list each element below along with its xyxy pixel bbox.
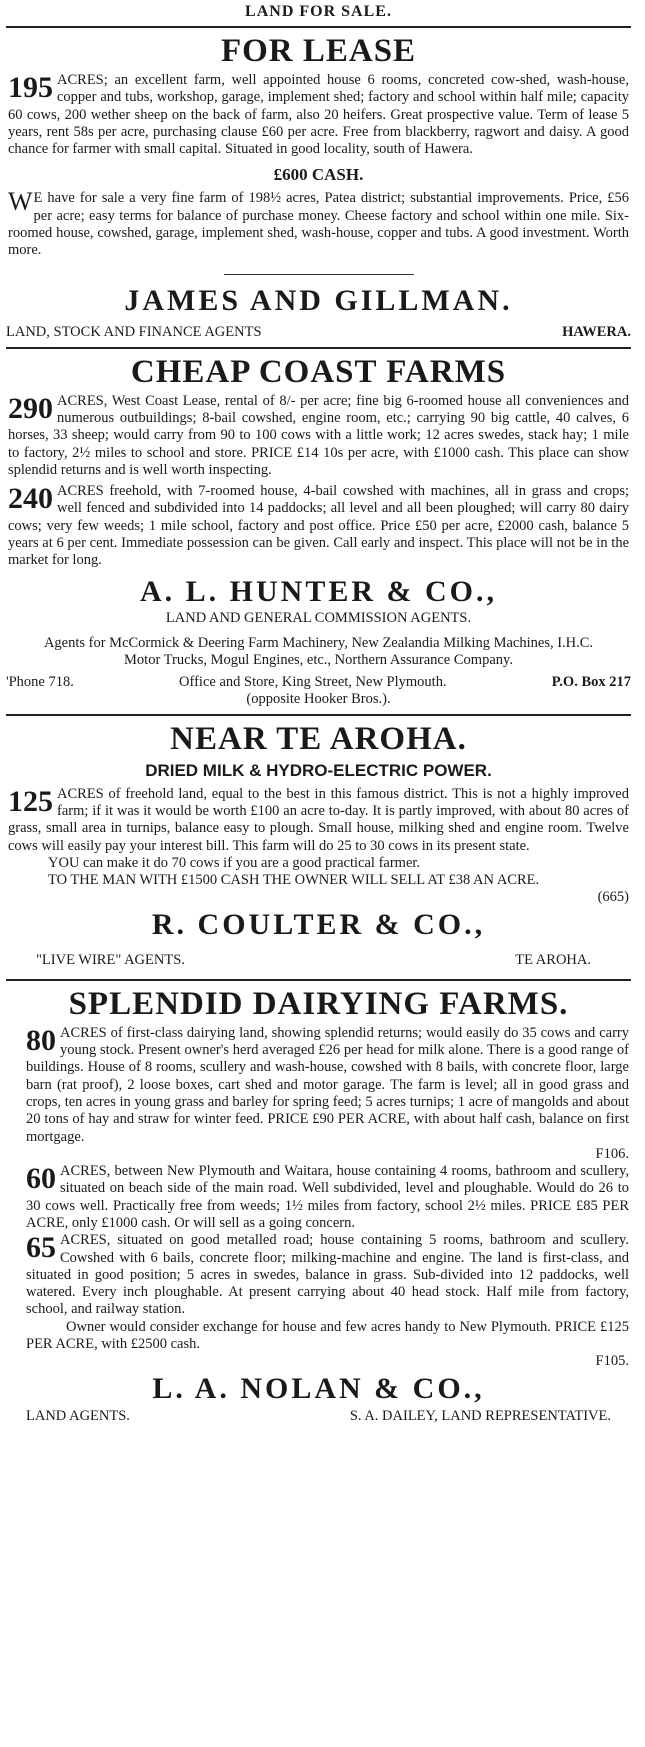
acreage-number: 125 xyxy=(8,784,53,818)
firm-line xyxy=(6,1407,631,1425)
listing-note: YOU can make it do 70 cows if you are a good practical farmer. xyxy=(48,854,421,871)
listing-text: ACRES freehold, with 7-roomed house, 4-bail cowshed with machines, all in grass and crops; well fenced and subdivided into 14 paddocks; all level and all been ploughed; will carry 80 dairy cows; very few weeds; 1 mile school, factory and post office. Price £50 per acre, £2000 cash, balance 5 years at 6 per cent. Immediate possession can be given. Call early and inspect. This place will not be in the market for long. xyxy=(8,483,629,569)
ad-title: FOR LEASE xyxy=(220,33,417,69)
firm-description: LAND, STOCK AND FINANCE AGENTS xyxy=(6,323,262,340)
listing-125 xyxy=(8,786,629,855)
po-box: P.O. Box 217 xyxy=(551,673,631,690)
listing-290 xyxy=(8,393,629,479)
contact-line xyxy=(6,673,631,691)
office-address: Office and Store, King Street, New Plymouth. xyxy=(179,673,447,690)
acreage-number: 240 xyxy=(8,482,53,516)
acreage-number: 290 xyxy=(8,391,53,425)
listing-text: ACRES; an excellent farm, well appointed house 6 rooms, concreted cow-shed, wash-house, copper and tubs, workshop, garage, implement shed; factory and school within half mile; capacity 60 cows, 200 wether sheep on the back of farm, also 20 heifers. Great prospective value. Term of lease 5 years, rent 58s per acre, purchasing clause £60 per acre. Free from blackberry, ragwort and daisy. A good chance for farmer with small capital. Situated in good locality, south of Hawera. xyxy=(8,72,629,158)
listing-offer: TO THE MAN WITH £1500 CASH THE OWNER WILL SELL AT £38 AN ACRE. xyxy=(48,872,540,889)
exchange-note: Owner would consider exchange for house and few acres handy to New Plymouth. PRICE £125 PER ACRE, with £2500 cash. xyxy=(26,1318,629,1353)
listing-60 xyxy=(26,1163,629,1232)
listing-text: ACRES, between New Plymouth and Waitara, house containing 4 rooms, bathroom and scullery, situated on beach side of the main road. Well subdivided, level and ploughable. Would do 26 to 30 cows well. Practically free from weeds; 1½ miles from factory, school 2½ miles. PRICE £85 PER ACRE, only £1000 cash. Or will sell as a going concern. xyxy=(26,1163,629,1231)
firm-name: R. COULTER & CO., xyxy=(151,907,486,941)
acreage-number: 80 xyxy=(26,1023,56,1057)
listing-65 xyxy=(26,1232,629,1318)
divider xyxy=(6,347,631,349)
firm-representative: S. A. DAILEY, LAND REPRESENTATIVE. xyxy=(349,1407,611,1424)
listing-reference: F106. xyxy=(595,1145,629,1162)
ad-title: SPLENDID DAIRYING FARMS. xyxy=(68,985,569,1022)
cash-heading: £600 CASH. xyxy=(273,165,364,185)
ad-title: CHEAP COAST FARMS xyxy=(130,353,507,390)
section-header: LAND FOR SALE. xyxy=(245,3,392,20)
ad-for-lease xyxy=(6,32,631,341)
ad-subtitle: DRIED MILK & HYDRO-ELECTRIC POWER. xyxy=(145,760,492,780)
listing-195 xyxy=(8,72,629,158)
listing-198 xyxy=(8,187,629,259)
divider xyxy=(6,979,631,981)
listing-240 xyxy=(8,483,629,569)
listing-text: E have for sale a very fine farm of 198½ acres, Patea district; substantial improvements. Price, £56 per acre; easy terms for balance of purchase money. Cheese factory and school within one mile. Six-roomed house, cowshed, garage, implement shed, wash-house, copper and tubs. A good investment. Worth more. xyxy=(8,190,629,259)
firm-description: LAND AND GENERAL COMMISSION AGENTS. xyxy=(165,609,472,626)
acreage-number: 60 xyxy=(26,1162,56,1196)
listing-text: ACRES, situated on good metalled road; house containing 5 rooms, bathroom and scullery. Cowshed with 6 bails, concrete floor; milking-machine and engine. The land is first-class, and situated in good position; 5 acres in swedes, balance in grass. Sub-divided into 12 paddocks, well watered. Every inch ploughable. At present carrying about 40 head stock. Half mile from factory, school, and railway station. xyxy=(26,1232,629,1318)
firm-description: "LIVE WIRE" AGENTS. xyxy=(36,951,185,968)
firm-line xyxy=(6,951,631,969)
firm-location: TE AROHA. xyxy=(515,951,591,968)
phone-number: 'Phone 718. xyxy=(6,673,74,690)
ad-cheap-coast-farms xyxy=(6,353,631,708)
divider xyxy=(6,714,631,716)
firm-location: HAWERA. xyxy=(562,323,631,340)
firm-name: L. A. NOLAN & CO., xyxy=(152,1371,485,1405)
listing-text: ACRES, West Coast Lease, rental of 8/- per acre; fine big 6-roomed house all conveniences and numerous outbuildings; 8-bail cowshed, engine room, etc.; carrying 90 big cattle, 40 calves, 6 horses, 33 sheep; would carry from 90 to 100 cows with a little work; 12 acres swedes, stack hay; 1 mile to factory, 2½ miles to school and store. PRICE £14 10s per acre, with £1000 cash. This place can show splendid returns and is well worth inspecting. xyxy=(8,392,629,478)
firm-name: A. L. HUNTER & CO., xyxy=(139,574,497,608)
listing-80 xyxy=(26,1025,629,1163)
firm-description: LAND AGENTS. xyxy=(26,1407,130,1424)
acreage-number: 65 xyxy=(26,1231,56,1265)
divider xyxy=(6,26,631,28)
agents-list: Agents for McCormick & Deering Farm Machinery, New Zealandia Milking Machines, I.H.C. Motor Trucks, Mogul Engines, etc., Northern Assurance Company. xyxy=(43,634,594,668)
listing-text: ACRES of freehold land, equal to the best in this famous district. This is not a highly improved farm; if it was it would be worth £100 an acre to-day. It is partly improved, with about 80 acres of grass, small area in turnips, balance easy to plough. Small house, milking shed and engine room. Twelve cows will easily pay your interest bill. This farm will do 25 to 30 cows in its present state. xyxy=(8,785,629,854)
ad-near-te-aroha xyxy=(6,720,631,969)
drop-cap: W xyxy=(8,187,33,217)
opposite-note: (opposite Hooker Bros.). xyxy=(246,690,391,707)
ad-reference: (665) xyxy=(597,889,629,906)
firm-name: JAMES AND GILLMAN. xyxy=(124,283,513,317)
ad-splendid-dairying-farms xyxy=(6,985,631,1425)
listing-text: ACRES of first-class dairying land, showing splendid returns; would easily do 35 cows and carry young stock. Present owner's herd averaged £26 per head for milk alone. There is a good range of buildings. House of 8 rooms, scullery and wash-house, cowshed with 8 bails, with concrete floor, large barn (rat proof), 2 loose boxes, cart shed and motor garage. The farm is level; all in good grass and crops, ten acres in young grass and barley for spring feed; 5 acres turnips; 1 acre of mangolds and about 20 tons of hay and straw for winter feed. PRICE £90 PER ACRE, with about half cash, balance on first mortgage. xyxy=(26,1024,629,1145)
newspaper-page xyxy=(6,0,631,1747)
ad-title: NEAR TE AROHA. xyxy=(170,720,467,757)
ad-reference: F105. xyxy=(595,1353,629,1370)
short-divider xyxy=(224,274,414,275)
acreage-number: 195 xyxy=(8,71,53,104)
firm-line xyxy=(6,323,631,341)
